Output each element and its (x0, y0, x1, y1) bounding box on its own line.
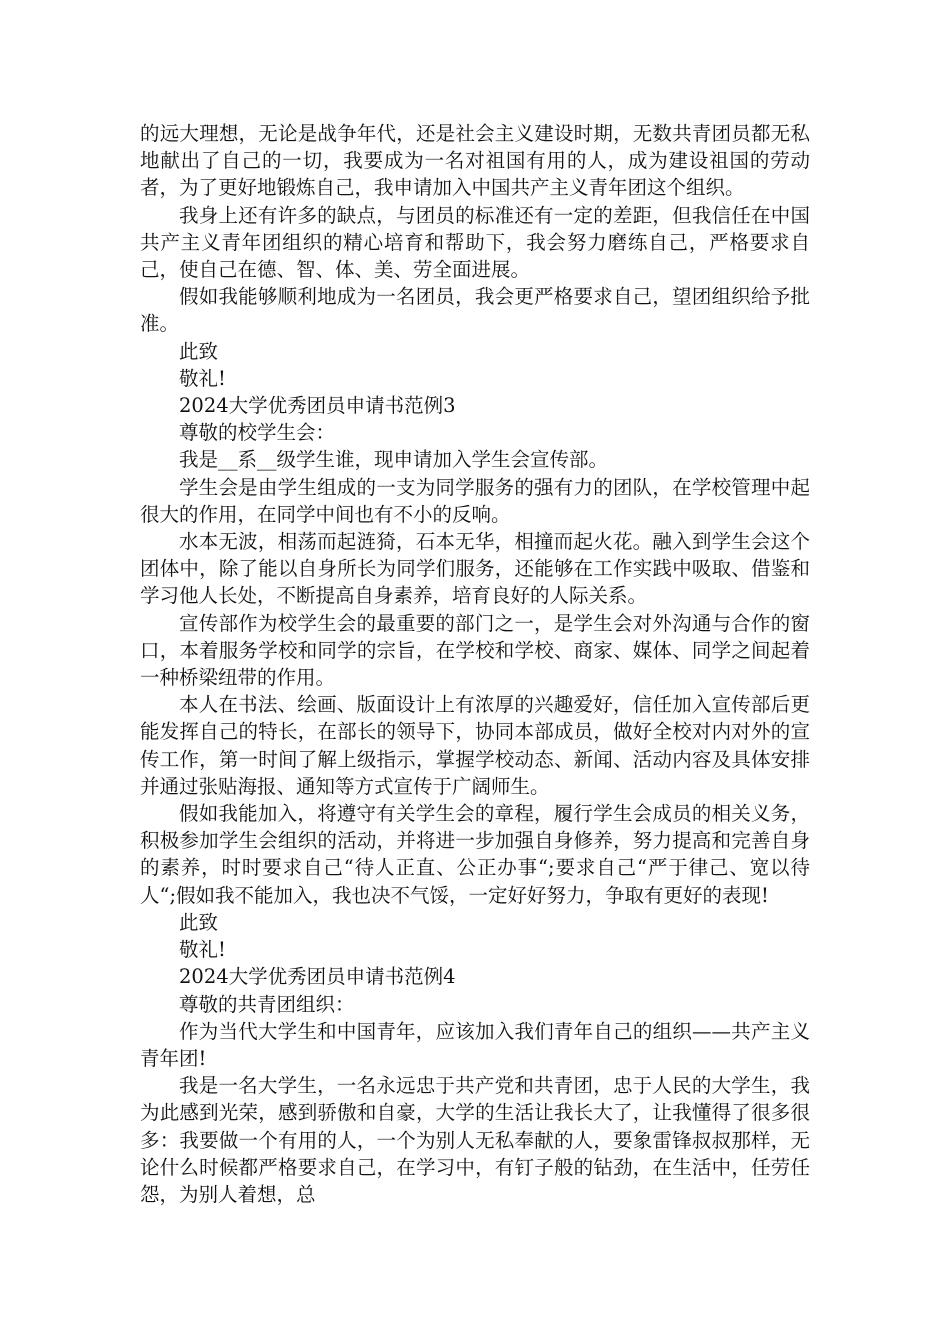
paragraph: 本人在书法、绘画、版面设计上有浓厚的兴趣爱好，信任加入宣传部后更能发挥自己的特长，在部长的领导下，协同本部成员，做好全校对内对外的宣传工作，第一时间了解上级指示，掌握学校动态、新闻、活动内容及具体安排并通过张贴海报、通知等方式宣传于广阔师生。 (140, 693, 810, 798)
document-body (140, 120, 810, 1208)
closing-line: 此致 (179, 910, 219, 934)
paragraph-continuation: 的远大理想，无论是战争年代，还是社会主义建设时期，无数共青团员都无私地献出了自己的一切，我要成为一名对祖国有用的人，成为建设祖国的劳动者，为了更好地锻炼自己，我申请加入中国共产主义青年团这个组织。 (140, 122, 810, 200)
paragraph: 假如我能够顺利地成为一名团员，我会更严格要求自己，望团组织给予批准。 (140, 285, 810, 336)
paragraph: 我是一名大学生，一名永远忠于共产党和共青团，忠于人民的大学生，我为此感到光荣，感到骄傲和自豪，大学的生活让我长大了，让我懂得了很多很多：我要做一个有用的人，一个为别人无私奉献的人，要象雷锋叔叔那样，无论什么时候都严格要求自己，在学习中，有钉子般的钻劲，在生活中，任劳任怨，为别人着想，总 (140, 1074, 810, 1206)
salutation-line: 敬礼! (179, 938, 226, 962)
intro-line: 我是__系__级学生谁，现申请加入学生会宣传部。 (179, 448, 609, 472)
paragraph: 假如我能加入，将遵守有关学生会的章程，履行学生会成员的相关义务，积极参加学生会组织的活动，并将进一步加强自身修养，努力提高和完善自身的素养，时时要求自己“待人正直、公正办事“;要求自己“严于律己、宽以待人“;假如我不能加入，我也决不气馁，一定好好努力，争取有更好的表现! (140, 802, 810, 907)
paragraph: 我身上还有许多的缺点，与团员的标准还有一定的差距，但我信任在中国共产主义青年团组织的精心培育和帮助下，我会努力磨练自己，严格要求自己，使自己在德、智、体、美、劳全面进展。 (140, 203, 810, 282)
paragraph: 水本无波，相荡而起涟猗，石本无华，相撞而起火花。融入到学生会这个团体中，除了能以自身所长为同学们服务，还能够在工作实践中吸取、借鉴和学习他人长处，不断提高自身素养，培育良好的人际关系。 (140, 530, 810, 608)
greeting-line: 尊敬的共青团组织： (179, 992, 355, 1016)
paragraph: 宣传部作为校学生会的最重要的部门之一，是学生会对外沟通与合作的窗口，本着服务学校和同学的宗旨，在学校和学校、商家、媒体、同学之间起着一种桥梁纽带的作用。 (140, 611, 810, 690)
paragraph: 作为当代大学生和中国青年，应该加入我们青年自己的组织——共产主义青年团! (140, 1019, 810, 1070)
section-heading: 2024大学优秀团员申请书范例4 (179, 965, 456, 989)
greeting-line: 尊敬的校学生会： (179, 421, 336, 445)
section-heading: 2024大学优秀团员申请书范例3 (179, 394, 456, 418)
closing-line: 此致 (179, 339, 219, 363)
salutation-line: 敬礼! (179, 366, 226, 390)
paragraph: 学生会是由学生组成的一支为同学服务的强有力的团队，在学校管理中起很大的作用，在同学中间也有不小的反响。 (140, 475, 810, 526)
